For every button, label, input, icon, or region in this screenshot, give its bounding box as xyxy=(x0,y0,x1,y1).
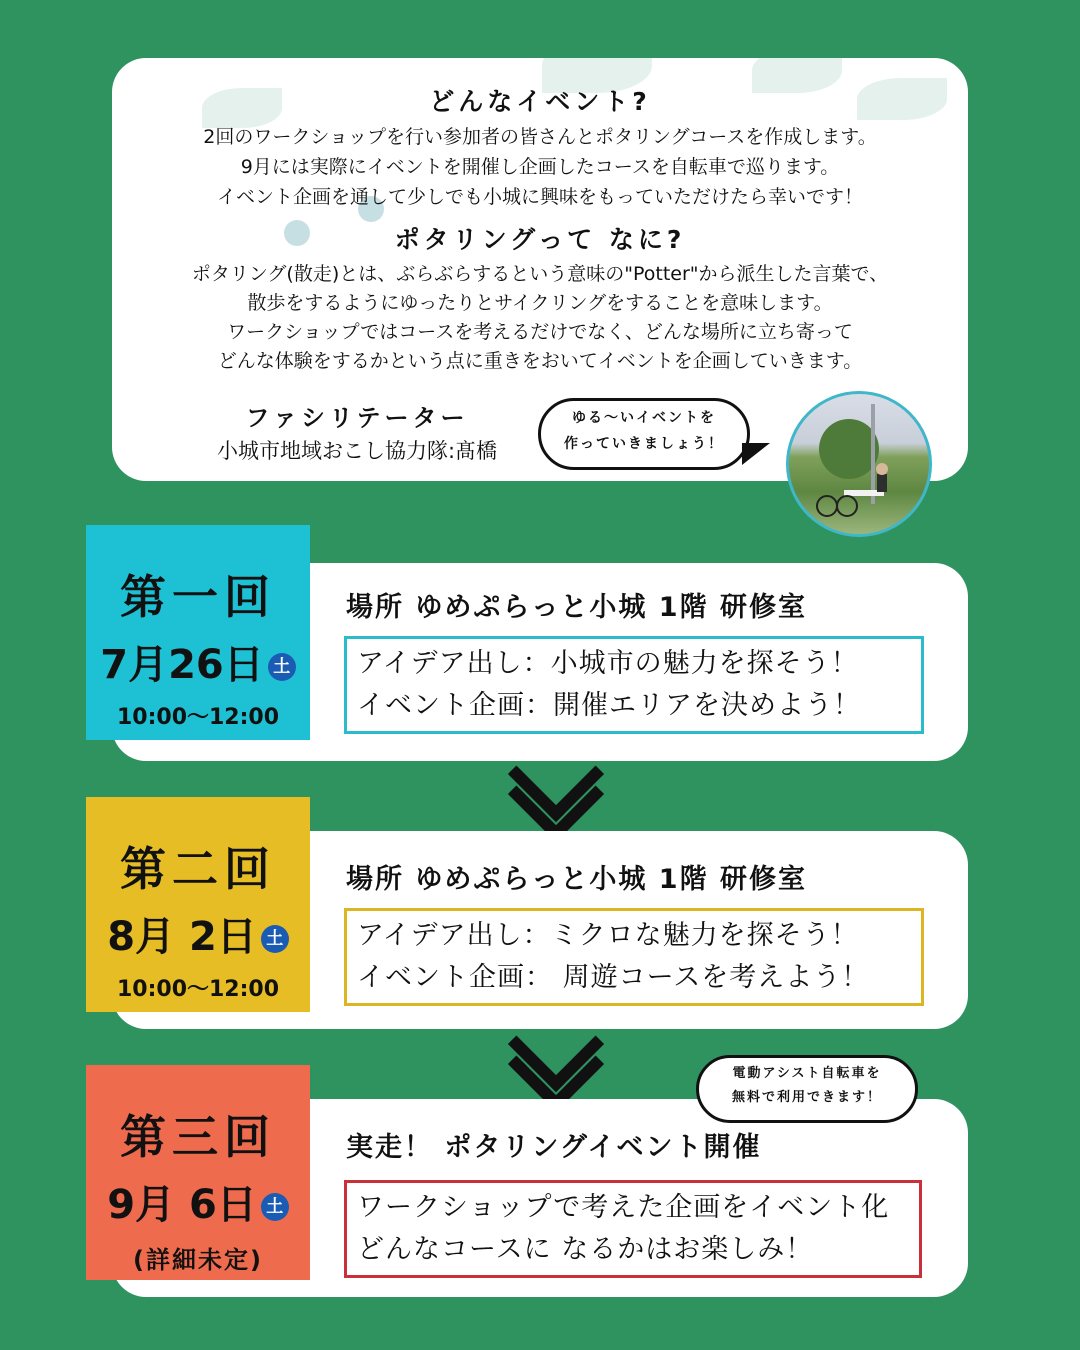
bubble-line: 無料で利用できます！ xyxy=(731,1090,882,1105)
intro-line: ワークショップではコースを考えるだけでなく、どんな場所に立ち寄って xyxy=(227,321,853,343)
session-date xyxy=(86,1173,310,1230)
bubble-tail xyxy=(742,443,770,465)
weekday-badge: 土 xyxy=(261,1193,289,1221)
intro-line: 散歩をするようにゆったりとサイクリングをすることを意味します。 xyxy=(247,292,833,314)
session-ordinal: 第二回 xyxy=(120,842,276,896)
speech-bubble xyxy=(538,398,750,470)
session-1-content xyxy=(344,636,924,734)
session-note: (詳細未定) xyxy=(133,1246,263,1274)
bubble-line: 電動アシスト自転車を xyxy=(732,1066,882,1081)
facilitator-name: 小城市地域おこし協力隊:髙橋 xyxy=(216,439,498,463)
session-date xyxy=(86,905,310,962)
intro-paragraph-2 xyxy=(112,260,968,376)
session-date xyxy=(86,633,310,690)
park-bench-icon xyxy=(789,394,929,534)
session-1-place: 場所 ゆめぷらっと小城 1階 研修室 xyxy=(346,592,807,623)
content-line: アイデア出し：小城市の魅力を探そう！ xyxy=(357,648,859,679)
content-line: ワークショップで考えた企画をイベント化 xyxy=(357,1192,890,1223)
date-text: 7月26日 xyxy=(100,642,264,688)
session-3-content xyxy=(344,1180,922,1278)
intro-line: ポタリング(散走)とは、ぶらぶらするという意味の"Potter"から派生した言葉で、 xyxy=(191,263,889,285)
facilitator-title: ファシリテーター xyxy=(245,404,469,432)
session-ordinal: 第三回 xyxy=(120,1110,276,1164)
intro-line: イベント企画を通して少しでも小城に興味をもっていただけたら幸いです！ xyxy=(216,186,863,208)
session-1-label xyxy=(86,525,310,740)
session-time: 10:00〜12:00 xyxy=(116,977,280,1002)
content-line: イベント企画：開催エリアを決めよう！ xyxy=(357,690,861,721)
intro-line: どんな体験をするかという点に重きをおいてイベントを企画していきます。 xyxy=(217,350,863,372)
session-2-label xyxy=(86,797,310,1012)
session-2-place: 場所 ゆめぷらっと小城 1階 研修室 xyxy=(346,864,807,895)
session-3-title: 実走！ ポタリングイベント開催 xyxy=(346,1132,762,1163)
facilitator-block xyxy=(192,398,522,465)
bubble-line: ゆる〜いイベントを xyxy=(572,410,716,426)
intro-line: 9月には実際にイベントを開催し企画したコースを自転車で巡ります。 xyxy=(240,156,840,178)
intro-line: 2回のワークショップを行い参加者の皆さんとポタリングコースを作成します。 xyxy=(203,126,877,148)
date-text: 9月 6日 xyxy=(107,1182,257,1228)
assist-bubble xyxy=(696,1055,918,1123)
bubble-line: 作っていきましょう！ xyxy=(564,436,724,452)
heading-what-event: どんなイベント? xyxy=(429,87,651,116)
facilitator-photo xyxy=(786,391,932,537)
intro-paragraph-1 xyxy=(112,122,968,212)
session-3-label xyxy=(86,1065,310,1280)
weekday-badge: 土 xyxy=(261,925,289,953)
content-line: アイデア出し：ミクロな魅力を探そう！ xyxy=(357,920,859,951)
session-2-content xyxy=(344,908,924,1006)
weekday-badge: 土 xyxy=(268,653,296,681)
heading-what-pottering: ポタリングって なに? xyxy=(394,225,686,254)
content-line: どんなコースに なるかはお楽しみ！ xyxy=(357,1234,814,1265)
session-ordinal: 第一回 xyxy=(120,570,276,624)
content-line: イベント企画： 周遊コースを考えよう！ xyxy=(357,962,870,993)
session-time: 10:00〜12:00 xyxy=(116,705,280,730)
date-text: 8月 2日 xyxy=(107,914,257,960)
